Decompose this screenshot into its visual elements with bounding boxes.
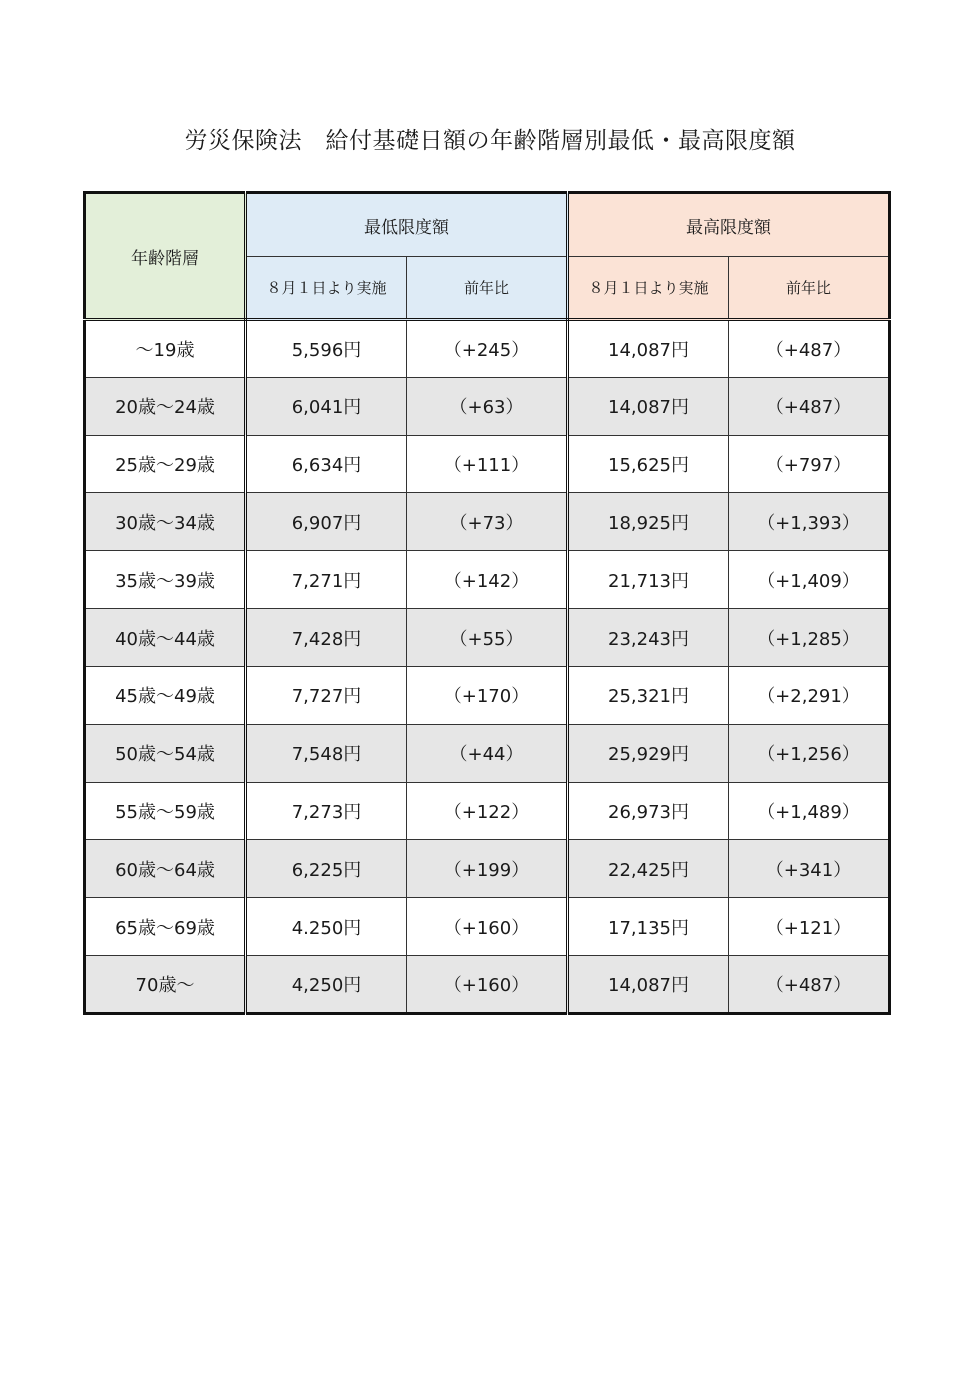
age-cell: 35歳～39歳 <box>85 551 246 609</box>
min-yoy-cell: （+122） <box>407 782 568 840</box>
min-yoy-cell: （+199） <box>407 840 568 898</box>
min-amount-cell: 4.250円 <box>246 898 407 956</box>
header-min-limit: 最低限度額 <box>246 193 568 257</box>
min-yoy-cell: （+111） <box>407 435 568 493</box>
max-yoy-cell: （+487） <box>729 956 890 1014</box>
table-row <box>85 493 890 551</box>
max-yoy-cell: （+487） <box>729 377 890 435</box>
table-row <box>85 377 890 435</box>
min-amount-cell: 6,634円 <box>246 435 407 493</box>
min-yoy-cell: （+63） <box>407 377 568 435</box>
table-row <box>85 320 890 378</box>
max-yoy-cell: （+2,291） <box>729 666 890 724</box>
age-cell: 20歳～24歳 <box>85 377 246 435</box>
max-yoy-cell: （+1,409） <box>729 551 890 609</box>
min-yoy-cell: （+245） <box>407 320 568 378</box>
max-yoy-cell: （+121） <box>729 898 890 956</box>
limit-amount-table <box>83 191 891 1015</box>
max-amount-cell: 18,925円 <box>568 493 729 551</box>
page-title: 労災保険法 給付基礎日額の年齢階層別最低・最高限度額 <box>184 128 796 154</box>
table-row <box>85 609 890 667</box>
max-amount-cell: 23,243円 <box>568 609 729 667</box>
min-yoy-cell: （+170） <box>407 666 568 724</box>
header-min-yoy: 前年比 <box>407 257 568 320</box>
max-amount-cell: 17,135円 <box>568 898 729 956</box>
age-cell: 55歳～59歳 <box>85 782 246 840</box>
age-cell: 30歳～34歳 <box>85 493 246 551</box>
table-row <box>85 956 890 1014</box>
min-amount-cell: 7,428円 <box>246 609 407 667</box>
max-amount-cell: 26,973円 <box>568 782 729 840</box>
max-amount-cell: 14,087円 <box>568 320 729 378</box>
min-yoy-cell: （+55） <box>407 609 568 667</box>
table-row <box>85 840 890 898</box>
table-row <box>85 666 890 724</box>
max-yoy-cell: （+487） <box>729 320 890 378</box>
age-cell: 25歳～29歳 <box>85 435 246 493</box>
max-yoy-cell: （+1,256） <box>729 724 890 782</box>
table-row <box>85 724 890 782</box>
header-age-group: 年齢階層 <box>85 193 246 320</box>
max-amount-cell: 25,929円 <box>568 724 729 782</box>
age-cell: 65歳～69歳 <box>85 898 246 956</box>
min-amount-cell: 7,727円 <box>246 666 407 724</box>
max-amount-cell: 25,321円 <box>568 666 729 724</box>
min-amount-cell: 7,548円 <box>246 724 407 782</box>
header-max-effective: ８月１日より実施 <box>568 257 729 320</box>
min-yoy-cell: （+73） <box>407 493 568 551</box>
age-cell: 45歳～49歳 <box>85 666 246 724</box>
header-max-limit: 最高限度額 <box>568 193 890 257</box>
table-row <box>85 782 890 840</box>
age-cell: 70歳～ <box>85 956 246 1014</box>
min-yoy-cell: （+44） <box>407 724 568 782</box>
table-row <box>85 898 890 956</box>
table-row <box>85 435 890 493</box>
max-yoy-cell: （+341） <box>729 840 890 898</box>
max-amount-cell: 15,625円 <box>568 435 729 493</box>
min-amount-cell: 5,596円 <box>246 320 407 378</box>
header-min-effective: ８月１日より実施 <box>246 257 407 320</box>
min-yoy-cell: （+142） <box>407 551 568 609</box>
age-cell: 40歳～44歳 <box>85 609 246 667</box>
age-cell: 50歳～54歳 <box>85 724 246 782</box>
min-yoy-cell: （+160） <box>407 898 568 956</box>
age-cell: 60歳～64歳 <box>85 840 246 898</box>
max-amount-cell: 14,087円 <box>568 956 729 1014</box>
min-amount-cell: 7,273円 <box>246 782 407 840</box>
max-yoy-cell: （+1,285） <box>729 609 890 667</box>
min-amount-cell: 6,041円 <box>246 377 407 435</box>
table-row <box>85 551 890 609</box>
max-yoy-cell: （+1,393） <box>729 493 890 551</box>
max-yoy-cell: （+1,489） <box>729 782 890 840</box>
header-max-yoy: 前年比 <box>729 257 890 320</box>
min-amount-cell: 7,271円 <box>246 551 407 609</box>
min-amount-cell: 6,907円 <box>246 493 407 551</box>
max-amount-cell: 14,087円 <box>568 377 729 435</box>
max-amount-cell: 22,425円 <box>568 840 729 898</box>
min-amount-cell: 4,250円 <box>246 956 407 1014</box>
max-yoy-cell: （+797） <box>729 435 890 493</box>
min-yoy-cell: （+160） <box>407 956 568 1014</box>
min-amount-cell: 6,225円 <box>246 840 407 898</box>
max-amount-cell: 21,713円 <box>568 551 729 609</box>
age-cell: ～19歳 <box>85 320 246 378</box>
